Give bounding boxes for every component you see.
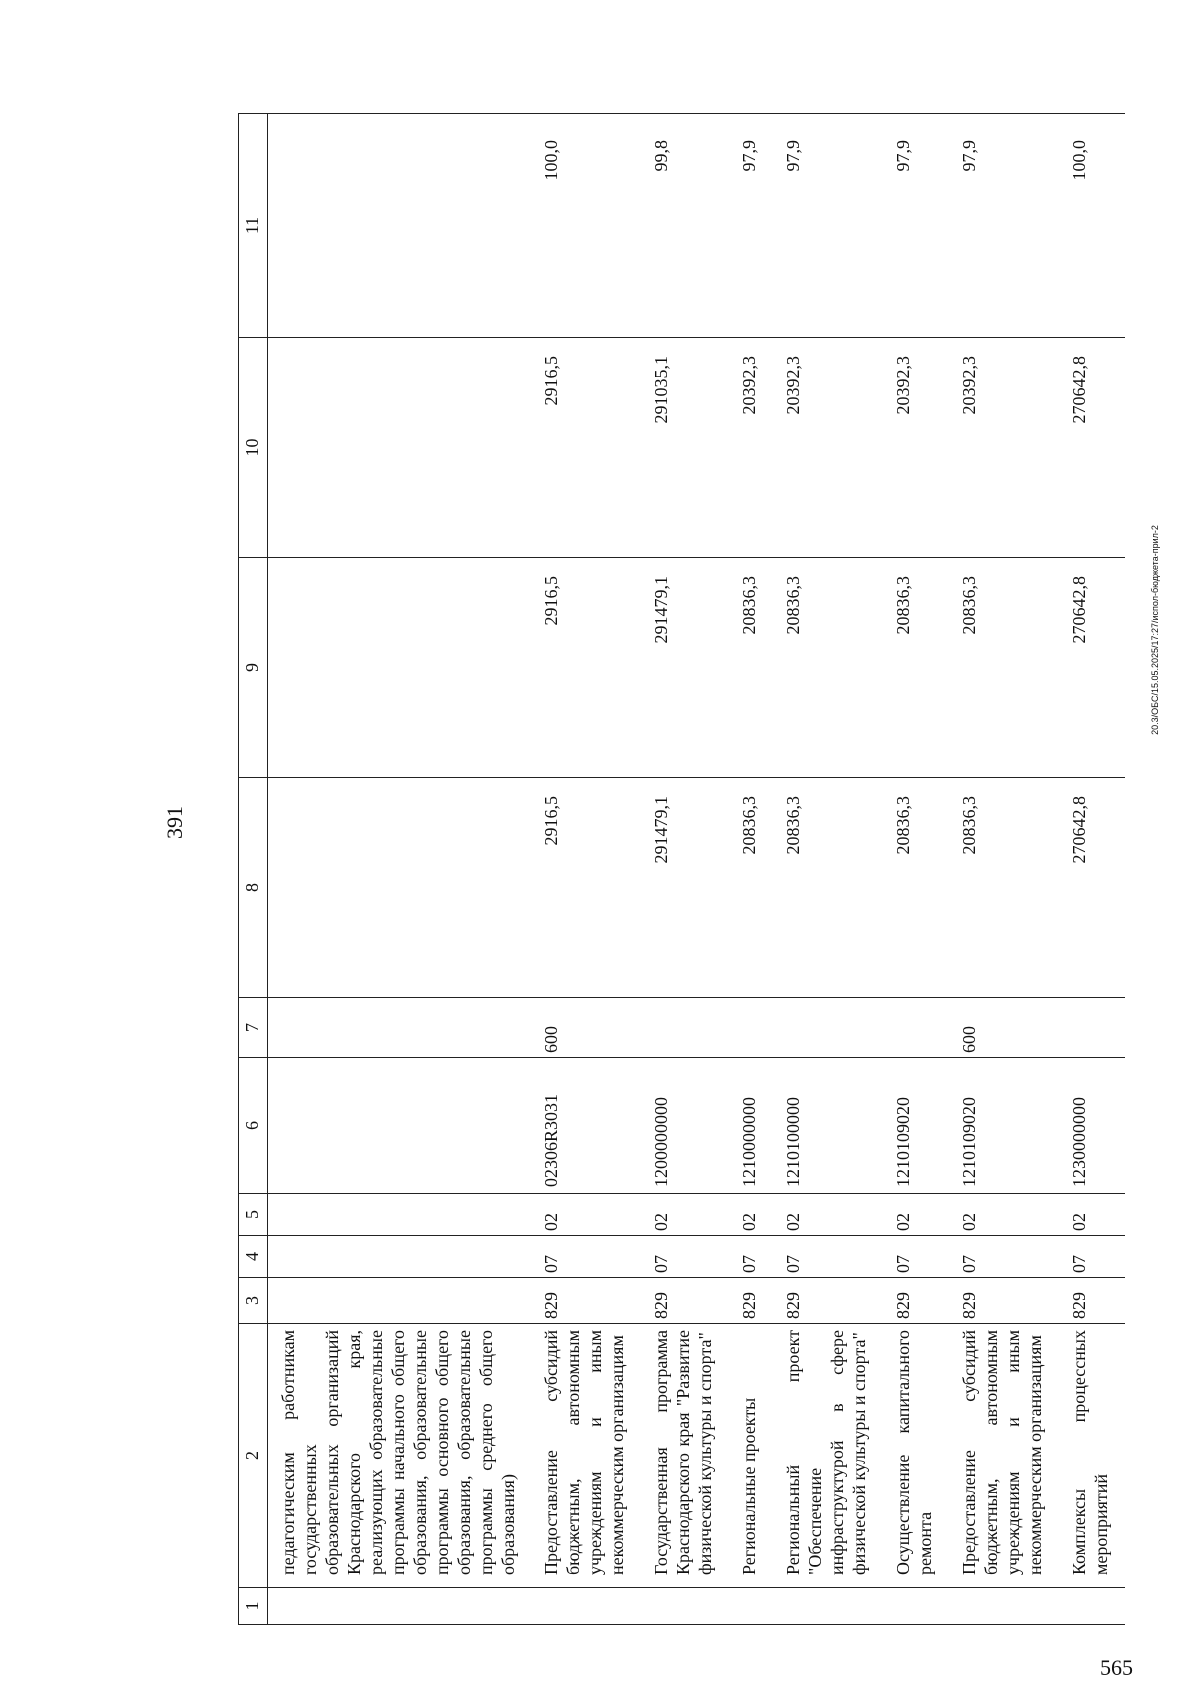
cell-description: Предоставление субсидий бюджетным, автономным учреждениям и иным некоммерческим организациям (949, 1324, 1059, 1588)
col-header: 1 (239, 1588, 268, 1625)
cell-value-9 (268, 558, 532, 778)
table-row (531, 114, 641, 1625)
cell-value-9: 20836,3 (949, 558, 1059, 778)
cell-value-9: 270642,8 (1059, 558, 1125, 778)
col-header: 9 (239, 558, 268, 778)
col-header: 3 (239, 1278, 268, 1324)
cell-value-10: 2916,5 (531, 338, 641, 558)
cell-rz: 07 (883, 1236, 949, 1278)
cell-ved: 829 (1059, 1278, 1125, 1324)
cell-ved: 829 (949, 1278, 1059, 1324)
table-row (883, 114, 949, 1625)
cell-csr: 1210109020 (883, 1058, 949, 1194)
col-header: 4 (239, 1236, 268, 1278)
col-header: 2 (239, 1324, 268, 1588)
cell-ved: 829 (641, 1278, 729, 1324)
cell-value-11: 100,0 (1059, 114, 1125, 338)
col-header: 5 (239, 1194, 268, 1236)
col-header: 7 (239, 998, 268, 1058)
cell-ved: 829 (531, 1278, 641, 1324)
cell-ved: 829 (773, 1278, 883, 1324)
cell-description: Региональные проекты (729, 1324, 773, 1588)
cell-ved (268, 1278, 532, 1324)
cell-value-11: 99,8 (641, 114, 729, 338)
budget-table (238, 113, 1125, 1625)
cell-value-10: 270642,8 (1059, 338, 1125, 558)
cell-csr: 1230000000 (1059, 1058, 1125, 1194)
rotated-page (150, 65, 1111, 1625)
cell-pr: 02 (883, 1194, 949, 1236)
cell-pr: 02 (949, 1194, 1059, 1236)
cell-value-9: 20836,3 (883, 558, 949, 778)
page-header (150, 65, 220, 1625)
col-header: 10 (239, 338, 268, 558)
cell-num (773, 1588, 883, 1625)
cell-value-8 (268, 778, 532, 998)
cell-vr (729, 998, 773, 1058)
cell-value-8: 20836,3 (729, 778, 773, 998)
cell-vr (773, 998, 883, 1058)
cell-csr (268, 1058, 532, 1194)
cell-value-8: 291479,1 (641, 778, 729, 998)
cell-description: Региональный проект "Обеспечение инфраструктурой в сфере физической культуры и спорта" (773, 1324, 883, 1588)
cell-value-11: 97,9 (773, 114, 883, 338)
cell-value-11: 100,0 (531, 114, 641, 338)
cell-value-8: 2916,5 (531, 778, 641, 998)
table-row (949, 114, 1059, 1625)
cell-vr (883, 998, 949, 1058)
cell-value-11: 97,9 (949, 114, 1059, 338)
col-header: 6 (239, 1058, 268, 1194)
cell-value-8: 270642,8 (1059, 778, 1125, 998)
cell-csr: 1200000000 (641, 1058, 729, 1194)
table-row (729, 114, 773, 1625)
cell-value-10: 20392,3 (883, 338, 949, 558)
cell-description: Государственная программа Краснодарского края "Развитие физической культуры и спорта" (641, 1324, 729, 1588)
cell-num (531, 1588, 641, 1625)
cell-pr: 02 (773, 1194, 883, 1236)
cell-value-9: 20836,3 (773, 558, 883, 778)
cell-num (883, 1588, 949, 1625)
cell-description: Осуществление капитального ремонта (883, 1324, 949, 1588)
cell-ved: 829 (729, 1278, 773, 1324)
cell-rz: 07 (641, 1236, 729, 1278)
cell-rz: 07 (1059, 1236, 1125, 1278)
cell-value-8: 20836,3 (773, 778, 883, 998)
col-header: 11 (239, 114, 268, 338)
cell-value-10: 291035,1 (641, 338, 729, 558)
cell-num (268, 1588, 532, 1625)
cell-vr (1059, 998, 1125, 1058)
cell-vr: 600 (949, 998, 1059, 1058)
table-row (268, 114, 532, 1625)
cell-vr: 600 (531, 998, 641, 1058)
cell-rz: 07 (531, 1236, 641, 1278)
cell-value-8: 20836,3 (949, 778, 1059, 998)
cell-csr: 1210109020 (949, 1058, 1059, 1194)
cell-pr: 02 (729, 1194, 773, 1236)
cell-num (729, 1588, 773, 1625)
cell-pr: 02 (531, 1194, 641, 1236)
cell-value-8: 20836,3 (883, 778, 949, 998)
cell-value-10: 20392,3 (729, 338, 773, 558)
cell-value-10 (268, 338, 532, 558)
cell-rz: 07 (729, 1236, 773, 1278)
cell-csr: 1210100000 (773, 1058, 883, 1194)
cell-vr (641, 998, 729, 1058)
cell-csr: 1210000000 (729, 1058, 773, 1194)
cell-description: педагогическим работникам государственных образовательных организаций Краснодарского края, реализующих образовательные программы начального общего образования, образовательные программы основного общего образования, образовательные программы среднего общего образования) (268, 1324, 532, 1588)
header-row (239, 114, 268, 1625)
cell-description: Комплексы процессных мероприятий (1059, 1324, 1125, 1588)
cell-csr: 02306R3031 (531, 1058, 641, 1194)
cell-value-11: 97,9 (883, 114, 949, 338)
cell-value-9: 20836,3 (729, 558, 773, 778)
doc-code-text: 20.3/ОБС/15.05.2025/17:27/испол-бюджета-прил-2 (1150, 525, 1160, 735)
cell-vr (268, 998, 532, 1058)
cell-rz (268, 1236, 532, 1278)
footer-doc-code (1148, 80, 1162, 1180)
cell-value-11: 97,9 (729, 114, 773, 338)
cell-num (949, 1588, 1059, 1625)
cell-pr: 02 (1059, 1194, 1125, 1236)
cell-value-9: 2916,5 (531, 558, 641, 778)
cell-value-9: 291479,1 (641, 558, 729, 778)
cell-pr: 02 (641, 1194, 729, 1236)
cell-value-11 (268, 114, 532, 338)
cell-description: Предоставление субсидий бюджетным, автономным учреждениям и иным некоммерческим организациям (531, 1324, 641, 1588)
cell-ved: 829 (883, 1278, 949, 1324)
cell-rz: 07 (773, 1236, 883, 1278)
table-row (773, 114, 883, 1625)
cell-num (641, 1588, 729, 1625)
table-row (1059, 114, 1125, 1625)
table-row (641, 114, 729, 1625)
col-header: 8 (239, 778, 268, 998)
cell-num (1059, 1588, 1125, 1625)
cell-pr (268, 1194, 532, 1236)
cell-rz: 07 (949, 1236, 1059, 1278)
page-number-bottom: 565 (1100, 1655, 1133, 1680)
cell-value-10: 20392,3 (949, 338, 1059, 558)
cell-value-10: 20392,3 (773, 338, 883, 558)
page-number-top: 391 (162, 806, 187, 839)
